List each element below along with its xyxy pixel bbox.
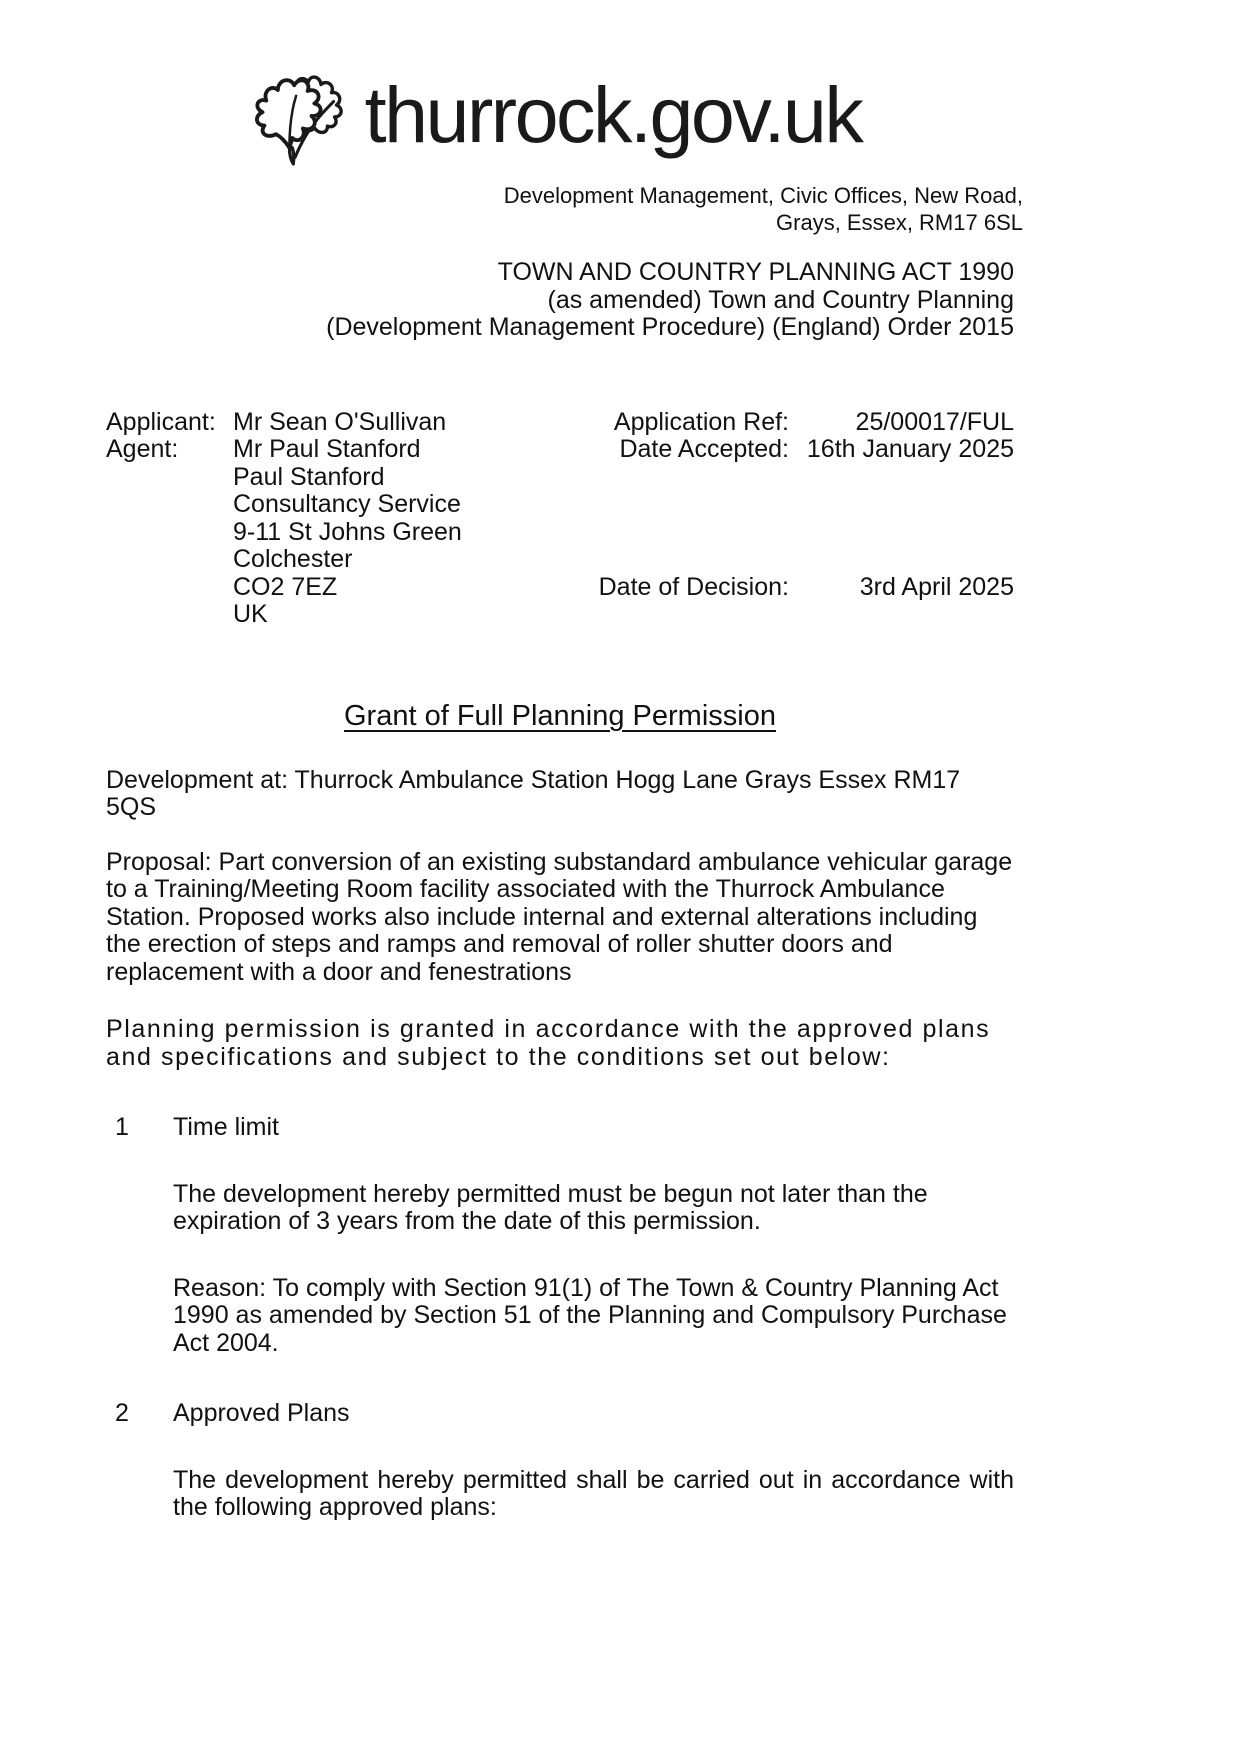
sender-address [106,182,1023,236]
act-title-line: TOWN AND COUNTRY PLANNING ACT 1990 [497,258,1014,286]
condition-paragraph: The development hereby permitted must be begun not later than the expiration of 3 years from the date of this permission. [173,1179,928,1235]
agent-address-line: Colchester [233,545,353,573]
address-line: Grays, Essex, RM17 6SL [776,210,1023,235]
agent-address-line: CO2 7EZ [233,572,338,601]
agent-label: Agent: [106,435,179,463]
logo-text: thurrock.gov.uk [364,70,862,159]
condition-title: Approved Plans [173,1399,350,1427]
application-ref-value: 25/00017/FUL [855,407,1014,436]
oak-leaf-logo-icon [251,63,347,167]
condition-2 [106,1400,1014,1522]
condition-reason: Reason: To comply with Section 91(1) of The Town & Country Planning Act 1990 as amended by Section 51 of the Planning and Compulsory Purchase Act 2004. [173,1273,1007,1357]
date-accepted-label: Date Accepted: [619,435,789,463]
grant-statement: Planning permission is granted in accordance with the approved plans and specifications and subject to the conditions set out below: [106,1015,991,1071]
applicant-label: Applicant: [106,407,216,436]
agent-address-line: Paul Stanford Consultancy Service [233,462,461,518]
logo [46,62,1066,168]
act-title-line: (Development Management Procedure) (England) Order 2015 [326,313,1014,341]
decision-heading: Grant of Full Planning Permission [344,699,776,732]
date-accepted-value: 16th January 2025 [806,435,1014,463]
date-decision-label: Date of Decision: [598,572,789,601]
applicant-name: Mr Sean O'Sullivan [233,407,447,436]
agent-name: Mr Paul Stanford [233,435,421,463]
date-decision-value: 3rd April 2025 [859,572,1014,601]
development-at: Development at: Thurrock Ambulance Station Hogg Lane Grays Essex RM17 5QS [106,765,961,821]
condition-number: 2 [115,1399,129,1427]
address-line: Development Management, Civic Offices, New Road, [503,183,1023,208]
act-title-line: (as amended) Town and Country Planning [547,285,1014,314]
act-title [106,259,1014,342]
condition-paragraph: The development hereby permitted shall be carried out in accordance with the following approved plans: [173,1465,1014,1521]
application-details [106,409,1014,629]
proposal: Proposal: Part conversion of an existing substandard ambulance vehicular garage to a Training/Meeting Room facility associated with the Thurrock Ambulance Station. Proposed works also include internal and external alterations including the erection of steps and ramps and removal of roller shutter doors and replacement with a door and fenestrations [106,847,1013,986]
condition-1 [106,1114,1014,1357]
agent-address-line: 9-11 St Johns Green [233,517,462,546]
application-ref-label: Application Ref: [613,407,789,436]
agent-address-line: UK [233,600,268,628]
condition-title: Time limit [173,1113,280,1141]
condition-number: 1 [115,1113,129,1141]
